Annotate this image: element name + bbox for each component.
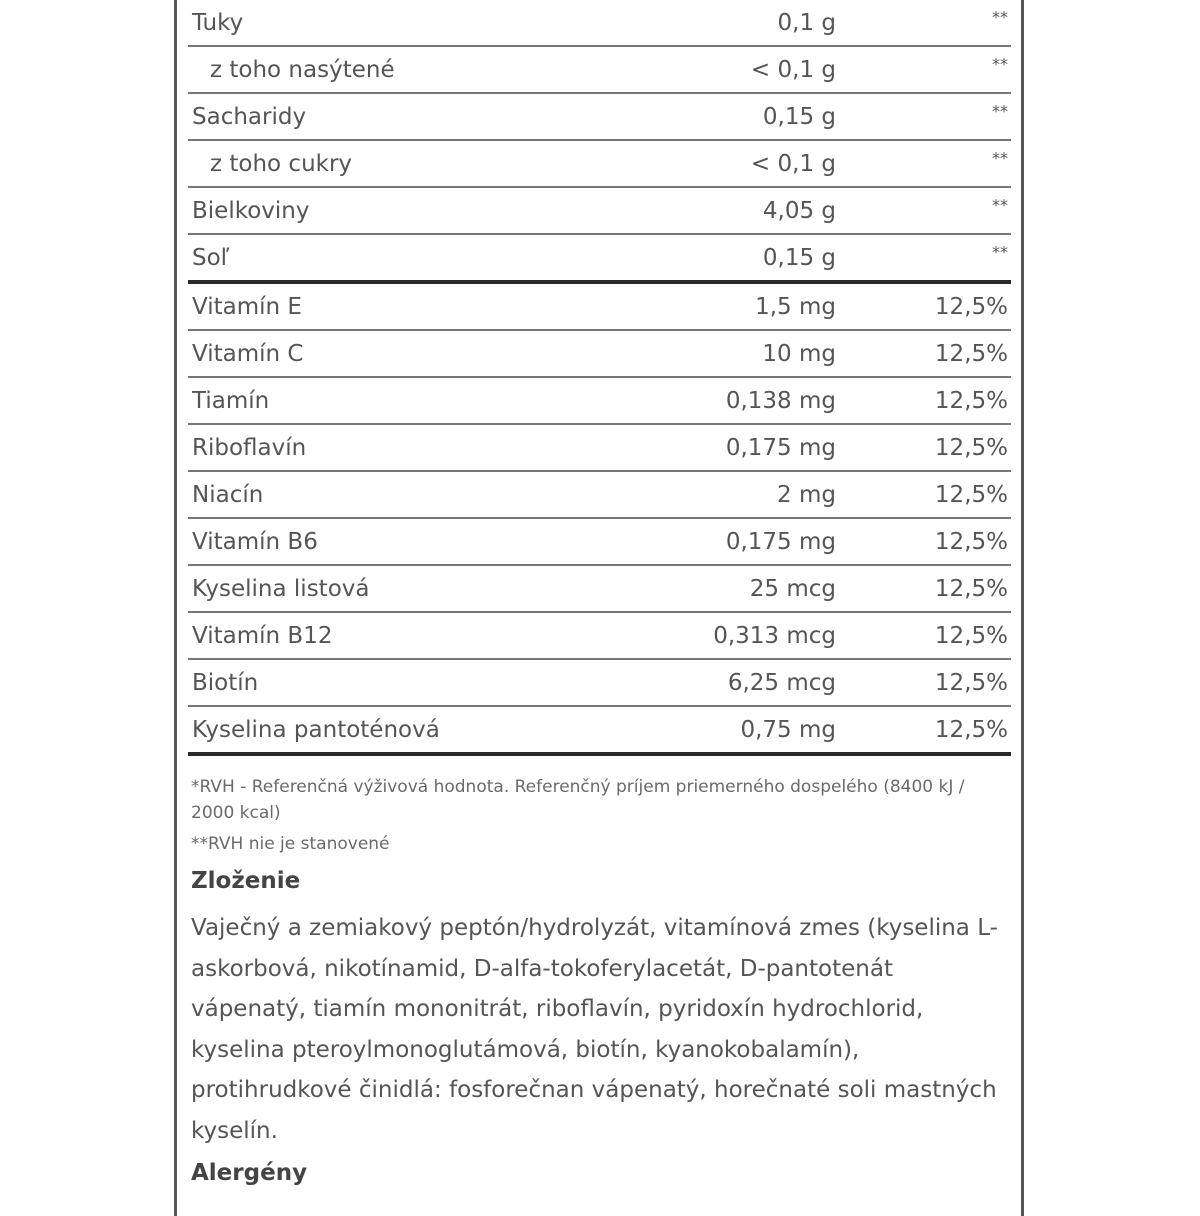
row-amount: 0,175 mg bbox=[725, 434, 836, 461]
allergens-heading: Alergény bbox=[191, 1160, 308, 1186]
table-row-fats bbox=[188, 0, 1011, 47]
row-amount: 2 mg bbox=[777, 481, 836, 508]
composition-text: Vaječný a zemiakový peptón/hydrolyzát, vitamínová zmes (kyselina L-askorbová, nikotínamid, D-alfa-tokoferylacetát, D-pantotenát vápenatý, tiamín mononitrát, riboflavín, pyridoxín hydrochlorid, kyselina pteroylmonoglutámová, biotín, kyanokobalamín), protihrudkové činidlá: fosforečnan vápenatý, horečnaté soli mastných kyselín. bbox=[191, 915, 998, 1144]
table-row-folic-acid bbox=[188, 566, 1011, 613]
row-name: Vitamín C bbox=[192, 340, 304, 367]
row-rvh: ** bbox=[992, 7, 1008, 27]
row-name: Kyselina pantoténová bbox=[192, 716, 440, 743]
row-amount: 0,175 mg bbox=[725, 528, 836, 555]
table-row-saturated-fats bbox=[188, 47, 1011, 94]
row-rvh: 12,5% bbox=[934, 387, 1008, 414]
row-rvh: ** bbox=[992, 148, 1008, 168]
table-row-carbohydrates bbox=[188, 94, 1011, 141]
row-name: Niacín bbox=[192, 481, 264, 508]
table-row-vitamin-c bbox=[188, 331, 1011, 378]
table-row-niacin bbox=[188, 472, 1011, 519]
table-row-salt bbox=[188, 235, 1011, 284]
row-rvh: 12,5% bbox=[934, 293, 1008, 320]
row-amount: 0,138 mg bbox=[725, 387, 836, 414]
row-rvh: ** bbox=[992, 54, 1008, 74]
row-amount: 0,1 g bbox=[777, 9, 836, 36]
table-row-riboflavin bbox=[188, 425, 1011, 472]
row-rvh: 12,5% bbox=[934, 481, 1008, 508]
footnotes bbox=[191, 774, 1011, 857]
row-name: Vitamín B12 bbox=[192, 622, 333, 649]
row-amount: 25 mcg bbox=[749, 575, 836, 602]
row-name: Vitamín E bbox=[192, 293, 302, 320]
table-row-vitamin-b6 bbox=[188, 519, 1011, 566]
row-name: Tuky bbox=[192, 9, 244, 36]
row-name: Biotín bbox=[192, 669, 259, 696]
row-amount: 0,75 mg bbox=[740, 716, 836, 743]
nutrition-table bbox=[188, 0, 1011, 756]
table-row-pantothenic-acid bbox=[188, 707, 1011, 756]
row-rvh: 12,5% bbox=[934, 716, 1008, 743]
row-rvh: 12,5% bbox=[934, 669, 1008, 696]
footnote-rvh-definition: *RVH - Referenčná výživová hodnota. Referenčný príjem priemerného dospelého (8400 kJ / 2000 kcal) bbox=[191, 777, 965, 823]
table-row-sugars bbox=[188, 141, 1011, 188]
product-info-panel bbox=[174, 0, 1024, 1216]
row-amount: < 0,1 g bbox=[750, 150, 836, 177]
row-rvh: 12,5% bbox=[934, 622, 1008, 649]
row-rvh: ** bbox=[992, 195, 1008, 215]
row-amount: 4,05 g bbox=[762, 197, 836, 224]
row-rvh: 12,5% bbox=[934, 340, 1008, 367]
row-name: Riboflavín bbox=[192, 434, 307, 461]
row-rvh: ** bbox=[992, 101, 1008, 121]
row-name: Sacharidy bbox=[192, 103, 307, 130]
row-amount: 0,313 mcg bbox=[713, 622, 836, 649]
row-amount: 0,15 g bbox=[762, 244, 836, 271]
row-amount: < 0,1 g bbox=[750, 56, 836, 83]
row-name: Kyselina listová bbox=[192, 575, 370, 602]
table-row-thiamine bbox=[188, 378, 1011, 425]
row-amount: 1,5 mg bbox=[755, 293, 836, 320]
row-name: Vitamín B6 bbox=[192, 528, 318, 555]
footnote-rvh-not-set: **RVH nie je stanovené bbox=[191, 834, 390, 854]
row-amount: 6,25 mcg bbox=[727, 669, 836, 696]
composition-heading: Zloženie bbox=[191, 868, 301, 894]
table-row-vitamin-e bbox=[188, 284, 1011, 331]
row-name: Tiamín bbox=[192, 387, 270, 414]
row-name: Bielkoviny bbox=[192, 197, 310, 224]
table-row-vitamin-b12 bbox=[188, 613, 1011, 660]
row-rvh: 12,5% bbox=[934, 528, 1008, 555]
row-name: Soľ bbox=[192, 244, 230, 271]
row-rvh: ** bbox=[992, 242, 1008, 262]
row-rvh: 12,5% bbox=[934, 575, 1008, 602]
row-name: z toho cukry bbox=[210, 150, 353, 177]
row-name: z toho nasýtené bbox=[210, 56, 395, 83]
table-row-biotin bbox=[188, 660, 1011, 707]
row-amount: 10 mg bbox=[762, 340, 836, 367]
row-rvh: 12,5% bbox=[934, 434, 1008, 461]
table-row-proteins bbox=[188, 188, 1011, 235]
row-amount: 0,15 g bbox=[762, 103, 836, 130]
